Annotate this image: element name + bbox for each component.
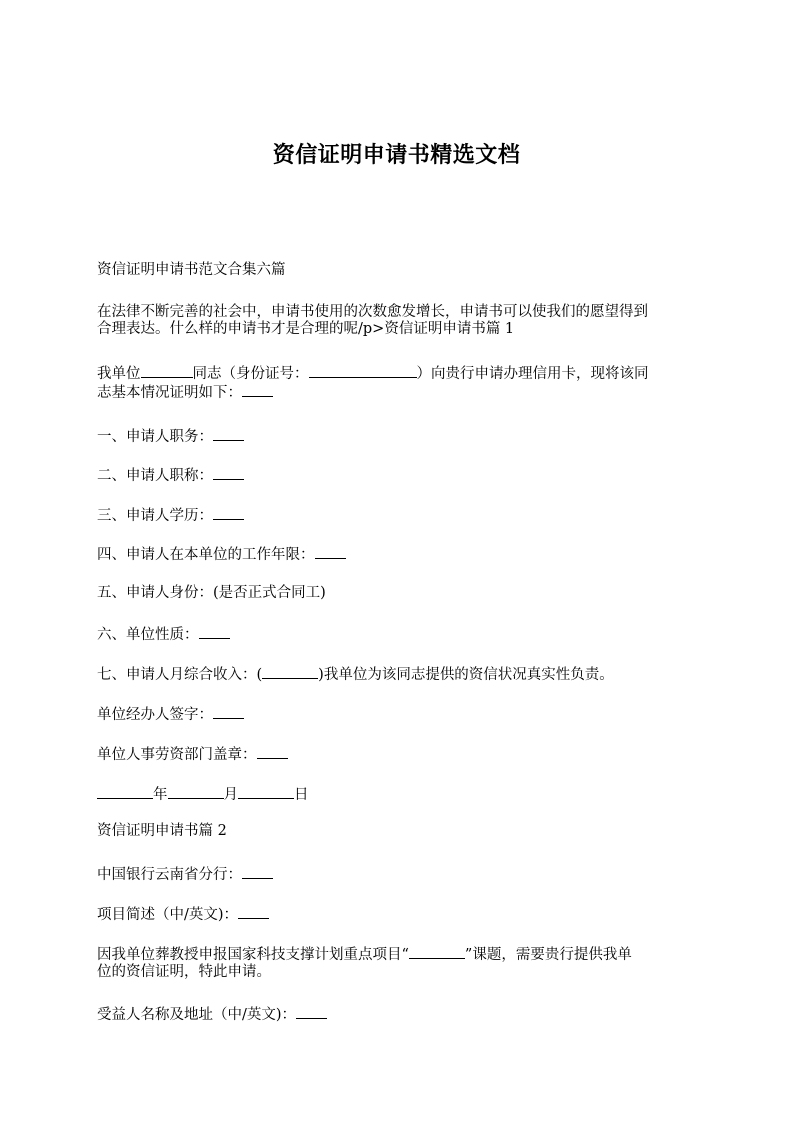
blank-bank bbox=[242, 865, 273, 879]
blank-name bbox=[141, 364, 193, 378]
signature-line bbox=[97, 705, 707, 724]
paragraph-1 bbox=[97, 364, 707, 402]
p1-text-d: 志基本情况证明如下： bbox=[97, 385, 242, 401]
item2-text: 二、申请人职称： bbox=[97, 468, 213, 484]
date-day-label: 日 bbox=[294, 787, 309, 803]
item6-text: 六、单位性质： bbox=[97, 627, 199, 643]
bank-text: 中国银行云南省分行： bbox=[97, 867, 242, 883]
list-item-7 bbox=[97, 665, 707, 684]
p1-text-c: ）向贵行申请办理信用卡，现将该同 bbox=[416, 366, 649, 382]
beneficiary-text: 受益人名称及地址（中/英文)： bbox=[97, 1007, 297, 1023]
date-year-label: 年 bbox=[153, 787, 168, 803]
date-month-label: 月 bbox=[223, 787, 238, 803]
blank-item1 bbox=[213, 427, 244, 441]
intro-line-2: 合理表达。什么样的申请书才是合理的呢/p>资信证明申请书篇 1 bbox=[97, 321, 515, 337]
item7-text-a: 七、申请人月综合收入：( bbox=[97, 667, 263, 683]
section-2-heading: 资信证明申请书篇 2 bbox=[97, 823, 227, 839]
bank-line bbox=[97, 865, 707, 884]
blank-beneficiary bbox=[296, 1005, 327, 1019]
beneficiary-line bbox=[97, 1005, 707, 1024]
reason-text-b: ”课题，需要贵行提供我单 bbox=[464, 947, 632, 963]
item3-text: 三、申请人学历： bbox=[97, 508, 213, 524]
blank-item3 bbox=[213, 506, 244, 520]
item1-text: 一、申请人职务： bbox=[97, 429, 213, 445]
list-item-1 bbox=[97, 427, 707, 446]
blank-item6 bbox=[199, 625, 230, 639]
list-item-3 bbox=[97, 506, 707, 525]
list-item-6 bbox=[97, 625, 707, 644]
subtitle: 资信证明申请书范文合集六篇 bbox=[97, 262, 286, 278]
item7-text-b: )我单位为该同志提供的资信状况真实性负责。 bbox=[318, 667, 614, 683]
blank-project bbox=[238, 905, 269, 919]
reason-paragraph bbox=[97, 945, 707, 981]
blank-day bbox=[238, 785, 294, 799]
blank-id-number bbox=[309, 364, 417, 378]
item4-text: 四、申请人在本单位的工作年限： bbox=[97, 547, 315, 563]
reason-text-c: 位的资信证明，特此申请。 bbox=[97, 964, 271, 980]
blank-info bbox=[242, 383, 273, 397]
list-item-5: 五、申请人身份：(是否正式合同工) bbox=[97, 585, 326, 601]
sign1-text: 单位经办人签字： bbox=[97, 707, 213, 723]
blank-month bbox=[168, 785, 224, 799]
seal-line bbox=[97, 745, 707, 764]
blank-signature bbox=[213, 705, 244, 719]
intro-paragraph bbox=[97, 304, 707, 338]
blank-seal bbox=[257, 745, 288, 759]
project-text: 项目简述（中/英文)： bbox=[97, 907, 239, 923]
blank-item4 bbox=[315, 545, 346, 559]
list-item-4 bbox=[97, 545, 707, 564]
reason-text-a: 因我单位葬教授申报国家科技支撑计划重点项目“ bbox=[97, 947, 409, 963]
date-line bbox=[97, 785, 707, 804]
sign2-text: 单位人事劳资部门盖章： bbox=[97, 747, 257, 763]
p1-text-b: 同志（身份证号： bbox=[192, 366, 309, 382]
document-title: 资信证明申请书精选文档 bbox=[272, 143, 521, 168]
blank-item2 bbox=[213, 466, 244, 480]
p1-text-a: 我单位 bbox=[97, 366, 141, 382]
blank-year bbox=[97, 785, 153, 799]
project-line bbox=[97, 905, 707, 924]
intro-line-1: 在法律不断完善的社会中，申请书使用的次数愈发增长，申请书可以使我们的愿望得到 bbox=[97, 304, 648, 320]
blank-income bbox=[262, 665, 318, 679]
list-item-2 bbox=[97, 466, 707, 485]
blank-project-name bbox=[409, 945, 465, 959]
